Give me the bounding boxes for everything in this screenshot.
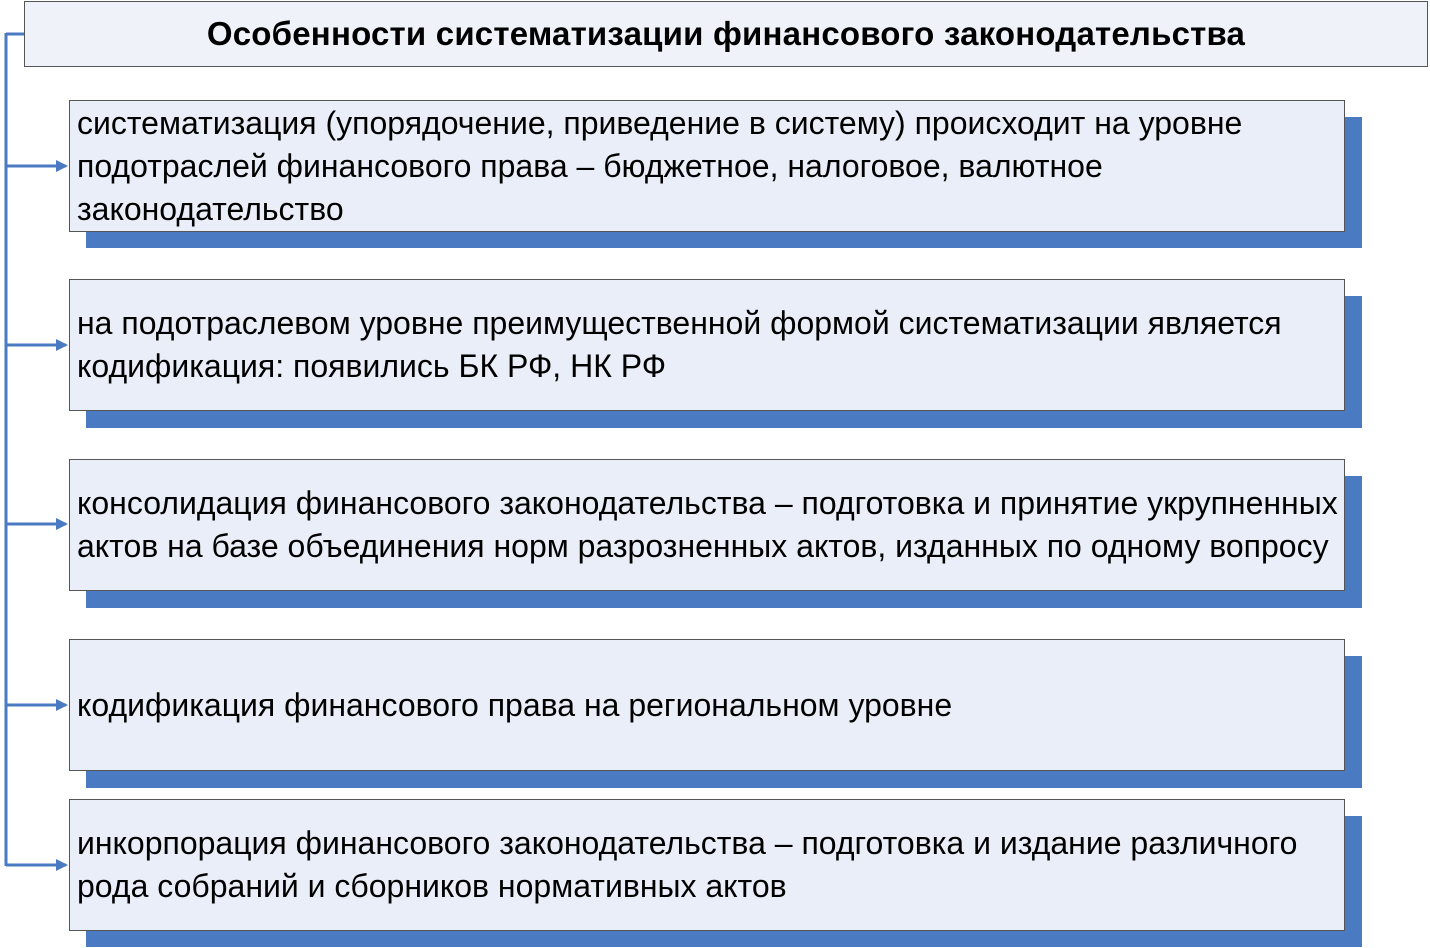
- item-1-text: систематизация (упорядочение, приведение в систему) происходит на уровне подотраслей финансового права – бюджетное, налоговое, валютное законодательство: [77, 104, 1243, 227]
- item-2-text: на подотраслевом уровне преимущественной формой систематизации является кодификация: появились БК РФ, НК РФ: [77, 305, 1282, 384]
- item-4-box: [69, 639, 1345, 771]
- item-3-text: консолидация финансового законодательства – подготовка и принятие укрупненных актов на базе объединения норм разрозненных актов, изданных по одному вопросу: [77, 485, 1338, 564]
- item-3-box: [69, 459, 1345, 591]
- item-2-box: [69, 279, 1345, 411]
- item-5-box: [69, 799, 1345, 931]
- item-1-box: [69, 100, 1345, 232]
- diagram-title-box: [24, 1, 1428, 67]
- diagram-title: Особенности систематизации финансового законодательства: [206, 15, 1246, 52]
- item-5-text: инкорпорация финансового законодательства – подготовка и издание различного рода собраний и сборников нормативных актов: [77, 825, 1298, 904]
- item-4-text: кодификация финансового права на региональном уровне: [77, 686, 953, 723]
